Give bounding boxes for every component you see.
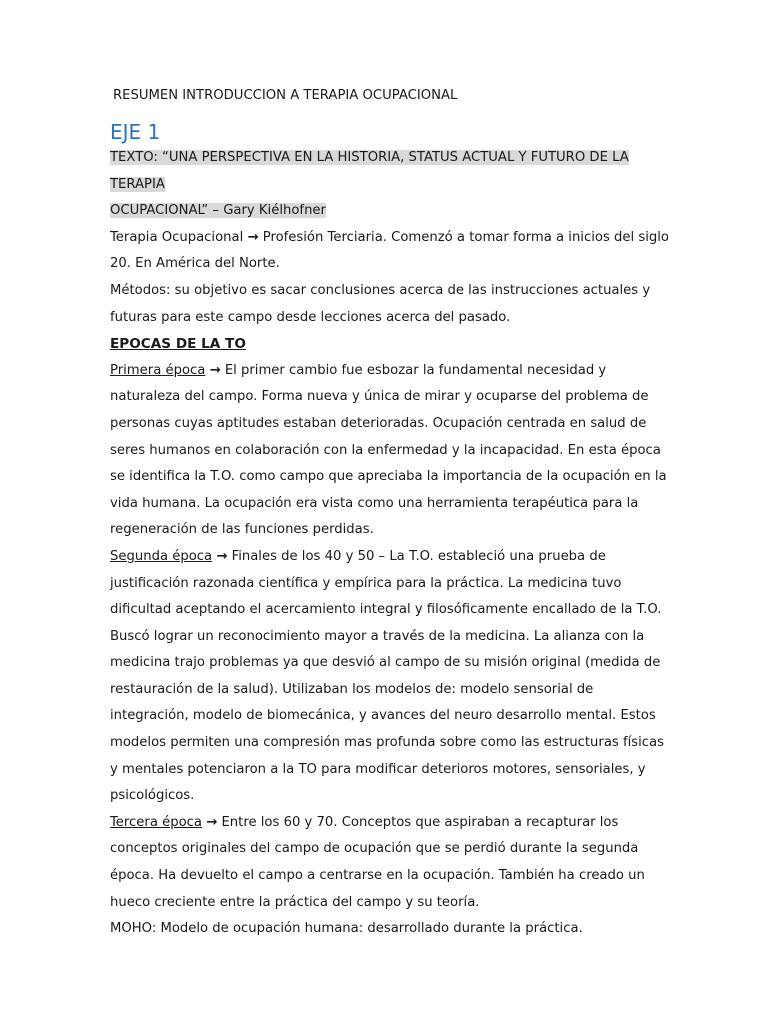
arrow-icon: →	[216, 548, 228, 564]
primera-epoca-text: El primer cambio fue esbozar la fundamental necesidad y naturaleza del campo. Forma nueva y única de mirar y ocuparse del problema de personas cuyas aptitudes estaban deterioradas. Ocupación centrada en salud de seres humanos en colaboración con la enfermedad y la incapacidad. En esta época se identifica la T.O. como campo que apreciaba la importancia de la ocupación en la vida humana. La ocupación era vista como una herramienta terapéutica para la regeneración de las funciones perdidas.	[110, 362, 667, 538]
segunda-epoca-paragraph	[110, 544, 670, 810]
document-body	[110, 86, 670, 943]
intro-definition: Profesión Terciaria. Comenzó a tomar forma a inicios del siglo 20. En América del Norte.	[110, 229, 669, 272]
arrow-icon: →	[209, 362, 221, 378]
tercera-epoca-text: Entre los 60 y 70. Conceptos que aspiraban a recapturar los conceptos originales del campo de ocupación que se perdió durante la segunda época. Ha devuelto el campo a centrarse en la ocupación. También ha creado un hueco creciente entre la práctica del campo y su teoría.	[110, 814, 645, 910]
tercera-epoca-label: Tercera época	[110, 814, 203, 830]
segunda-epoca-text: Finales de los 40 y 50 – La T.O. estableció una prueba de justificación razonada científica y empírica para la práctica. La medicina tuvo dificultad aceptando el acercamiento integral y filosóficamente encallado de la T.O. Buscó lograr un reconocimiento mayor a través de la medicina. La alianza con la medicina trajo problemas ya que desvió al campo de su misión original (medida de restauración de la salud). Utilizaban los modelos de: modelo sensorial de integración, modelo de biomecánica, y avances del neuro desarrollo mental. Estos modelos permiten una compresión mas profunda sobre como las estructuras físicas y mentales potenciaron a la TO para modificar deterioros motores, sensoriales, y psicológicos.	[110, 548, 665, 804]
intro-term: Terapia Ocupacional	[110, 229, 244, 245]
primera-epoca-paragraph	[110, 358, 670, 544]
primera-epoca-label: Primera época	[110, 362, 206, 378]
moho-paragraph: MOHO: Modelo de ocupación humana: desarrollado durante la práctica.	[110, 921, 583, 937]
arrow-icon: →	[247, 229, 259, 245]
metodos-paragraph: Métodos: su objetivo es sacar conclusiones acerca de las instrucciones actuales y futuras para este campo desde lecciones acerca del pasado.	[110, 282, 651, 325]
arrow-icon: →	[206, 814, 218, 830]
tercera-epoca-paragraph	[110, 810, 670, 916]
texto-line-2: OCUPACIONAL” – Gary Kiélhofner	[110, 203, 326, 219]
epocas-heading: EPOCAS DE LA TO	[110, 336, 246, 353]
document-title: RESUMEN INTRODUCCION A TERAPIA OCUPACIONAL	[113, 88, 458, 103]
section-heading-eje: EJE 1	[110, 120, 161, 144]
texto-reference	[110, 145, 670, 225]
segunda-epoca-label: Segunda época	[110, 548, 213, 564]
texto-line-1: TEXTO: “UNA PERSPECTIVA EN LA HISTORIA, STATUS ACTUAL Y FUTURO DE LA TERAPIA	[110, 150, 629, 192]
intro-paragraph	[110, 225, 670, 278]
